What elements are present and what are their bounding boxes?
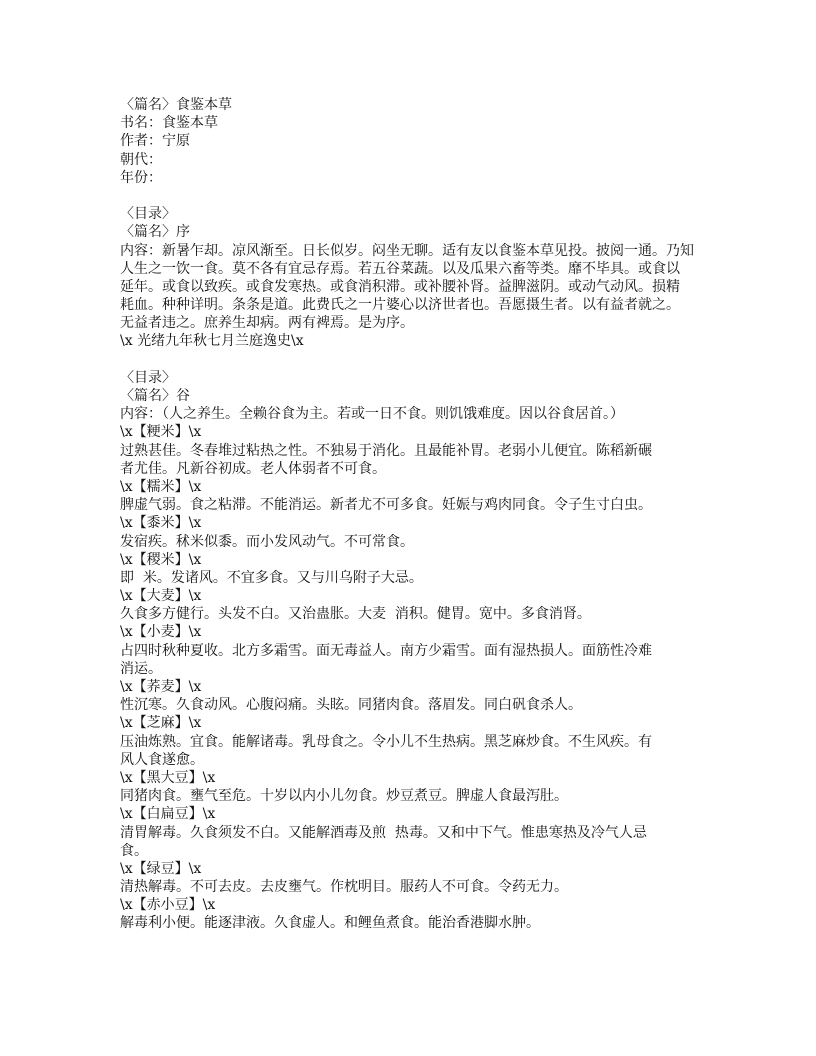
text-line: 食。: [120, 842, 148, 859]
text-line: 无益者违之。庶养生却病。两有裨焉。是为序。: [120, 315, 414, 332]
text-line: 压油炼熟。宜食。能解诸毒。乳母食之。令小儿不生热病。黑芝麻炒食。不生风疾。有: [120, 733, 652, 750]
text-line: \x【大麦】\x: [120, 588, 202, 605]
text-line: \x【稷米】\x: [120, 551, 202, 568]
text-line: \x【黑大豆】\x: [120, 769, 216, 786]
text-line: \x【糯米】\x: [120, 478, 202, 495]
text-line: 发宿疾。秫米似黍。而小发风动气。不可常食。: [120, 533, 414, 550]
text-line: 过熟甚佳。冬春堆过粘热之性。不独易于消化。且最能补胃。老弱小儿便宜。陈稻新碾: [120, 442, 652, 459]
text-line: 作者：宁原: [120, 133, 190, 150]
text-line: 风人食遂愈。: [120, 751, 204, 768]
text-line: 解毒利小便。能逐津液。久食虚人。和鲤鱼煮食。能治香港脚水肿。: [120, 915, 540, 932]
text-line: \x【小麦】\x: [120, 624, 202, 641]
text-line: 即 米。发诸风。不宜多食。又与川乌附子大忌。: [120, 569, 423, 586]
text-line: 耗血。种种详明。条条是道。此费氏之一片婆心以济世者也。吾愿摄生者。以有益者就之。: [120, 297, 680, 314]
text-line: 书名：食鉴本草: [120, 115, 218, 132]
text-line: \x【芝麻】\x: [120, 715, 202, 732]
text-line: \x【荞麦】\x: [120, 679, 202, 695]
text-line: \x【黍米】\x: [120, 515, 202, 532]
text-line: 消运。: [120, 660, 162, 677]
text-line: 占四时秋种夏收。北方多霜雪。面无毒益人。南方少霜雪。面有湿热损人。面筋性冷难: [120, 642, 652, 659]
text-line: 〈目录〉: [120, 206, 176, 223]
text-line: 清胃解毒。久食须发不白。又能解酒毒及煎 热毒。又和中下气。惟患寒热及冷气人忌: [120, 824, 647, 841]
text-line: 脾虚气弱。食之粘滞。不能消运。新者尤不可多食。妊娠与鸡肉同食。令子生寸白虫。: [120, 497, 652, 514]
text-line: 久食多方健行。头发不白。又治蛊胀。大麦 消积。健胃。宽中。多食消肾。: [120, 606, 591, 623]
text-line: 〈篇名〉序: [120, 224, 190, 241]
text-line: 性沉寒。久食动风。心腹闷痛。头眩。同猪肉食。落眉发。同白矾食杀人。: [120, 697, 582, 714]
text-line: 〈篇名〉谷: [120, 388, 190, 404]
text-line: 清热解毒。不可去皮。去皮壅气。作枕明目。服药人不可食。令药无力。: [120, 879, 568, 896]
text-line: 延年。或食以致疾。或食发寒热。或食消积滞。或补腰补肾。益脾滋阴。或动气动风。损精: [120, 278, 680, 295]
text-line: 者尤佳。凡新谷初成。老人体弱者不可食。: [120, 460, 386, 477]
text-line: \x【赤小豆】\x: [120, 897, 216, 914]
text-line: 人生之一饮一食。莫不各有宜忌存焉。若五谷菜蔬。以及瓜果六畜等类。靡不毕具。或食以: [120, 260, 680, 277]
blank-line: [120, 187, 700, 205]
text-line: \x 光绪九年秋七月兰庭逸史\x: [120, 333, 304, 350]
text-line: 年份：: [120, 169, 162, 186]
text-line: 〈篇名〉食鉴本草: [120, 97, 232, 113]
text-line: 内容：（人之养生。全赖谷食为主。若或一日不食。则饥饿难度。因以谷食居首。）: [120, 406, 624, 423]
text-line: \x【粳米】\x: [120, 424, 202, 441]
blank-line: [120, 351, 700, 369]
text-line: 同猪肉食。壅气至危。十岁以内小儿勿食。炒豆煮豆。脾虚人食最泻肚。: [120, 788, 568, 805]
text-line: 内容：新暑乍却。凉风渐至。日长似岁。闷坐无聊。适有友以食鉴本草见投。披阅一通。乃知: [120, 242, 694, 259]
text-line: 朝代：: [120, 151, 162, 168]
text-line: \x【白扁豆】\x: [120, 806, 216, 823]
document-body: [120, 96, 700, 933]
text-line: 〈目录〉: [120, 369, 176, 386]
text-line: \x【绿豆】\x: [120, 860, 202, 877]
